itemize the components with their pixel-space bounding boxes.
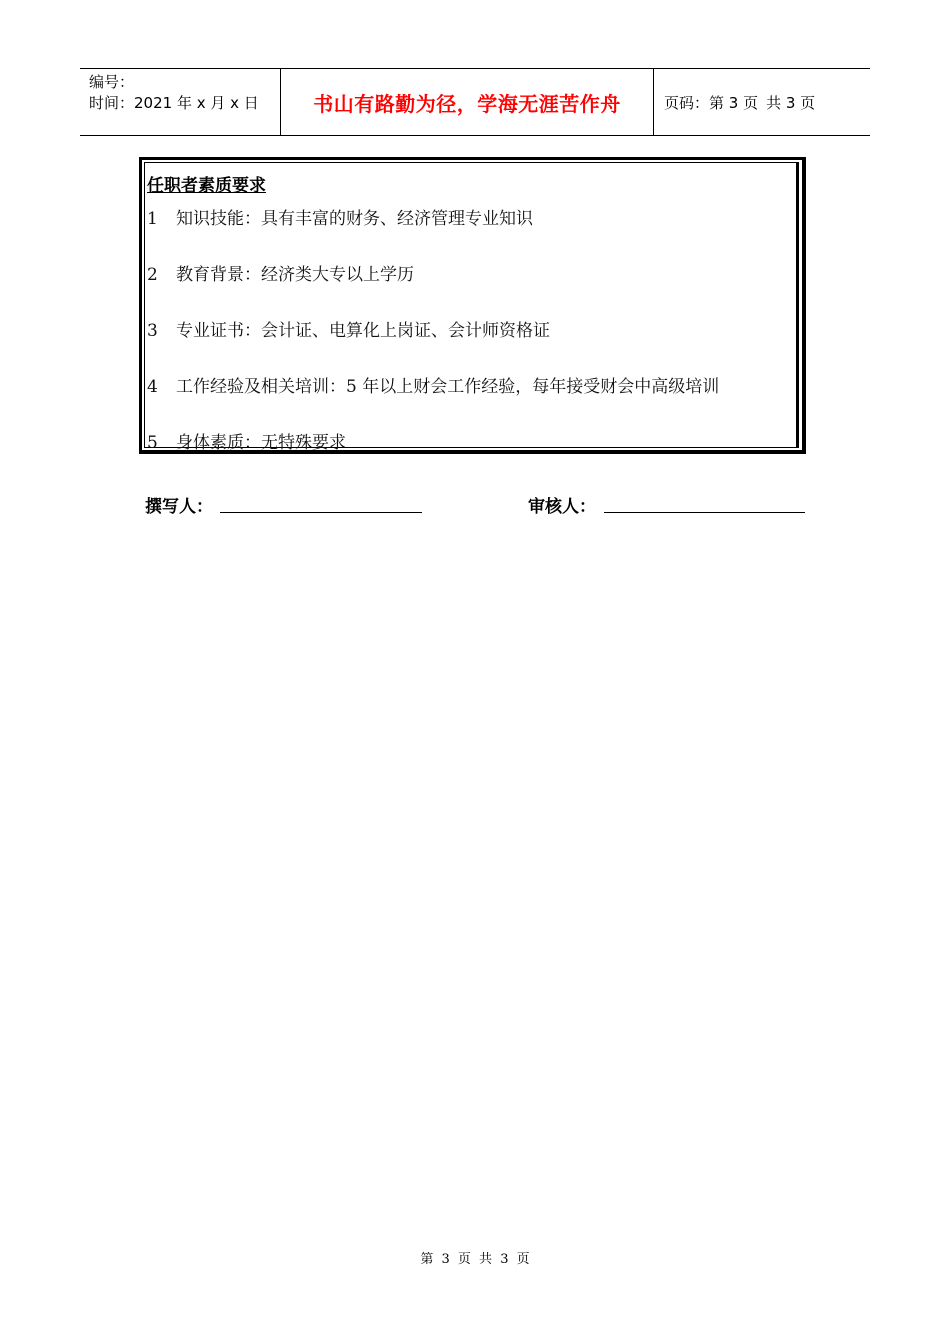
- header-motto-cell: [281, 69, 654, 135]
- qualification-item: [147, 316, 550, 341]
- header-meta: [80, 69, 281, 135]
- page-total-label: 共 3 页: [766, 93, 816, 112]
- qualifications-box: [139, 157, 806, 454]
- time-label: 时间：2021 年 x 月 x 日: [89, 94, 259, 112]
- page-number-label: 页码：第 3 页: [664, 93, 759, 112]
- header-page-info: [654, 69, 870, 135]
- item-number: 5: [147, 433, 158, 453]
- item-text: 身体素质：无特殊要求: [176, 433, 346, 453]
- document-header: [80, 68, 870, 136]
- qualification-item: [147, 428, 346, 453]
- writer-label: 撰写人：: [145, 497, 213, 517]
- writer-signature-line[interactable]: [220, 512, 422, 513]
- qualification-item: [147, 204, 533, 229]
- item-text: 工作经验及相关培训：5 年以上财会工作经验，每年接受财会中高级培训: [176, 377, 720, 397]
- item-number: 3: [147, 321, 158, 341]
- item-number: 1: [147, 209, 158, 229]
- item-number: 4: [147, 377, 158, 397]
- item-number: 2: [147, 265, 158, 285]
- reviewer-label: 审核人：: [528, 497, 596, 517]
- item-text: 知识技能：具有丰富的财务、经济管理专业知识: [176, 209, 533, 229]
- qualification-item: [147, 260, 414, 285]
- page-footer: 第 3 页 共 3 页: [420, 1252, 530, 1267]
- motto: 书山有路勤为径，学海无涯苦作舟: [313, 91, 621, 116]
- qualification-item: [147, 372, 719, 397]
- item-text: 教育背景：经济类大专以上学历: [176, 265, 414, 285]
- item-text: 专业证书：会计证、电算化上岗证、会计师资格证: [176, 321, 550, 341]
- reviewer-signature-line[interactable]: [604, 512, 805, 513]
- qualifications-title: 任职者素质要求: [147, 176, 266, 196]
- number-label: 编号：: [89, 73, 135, 91]
